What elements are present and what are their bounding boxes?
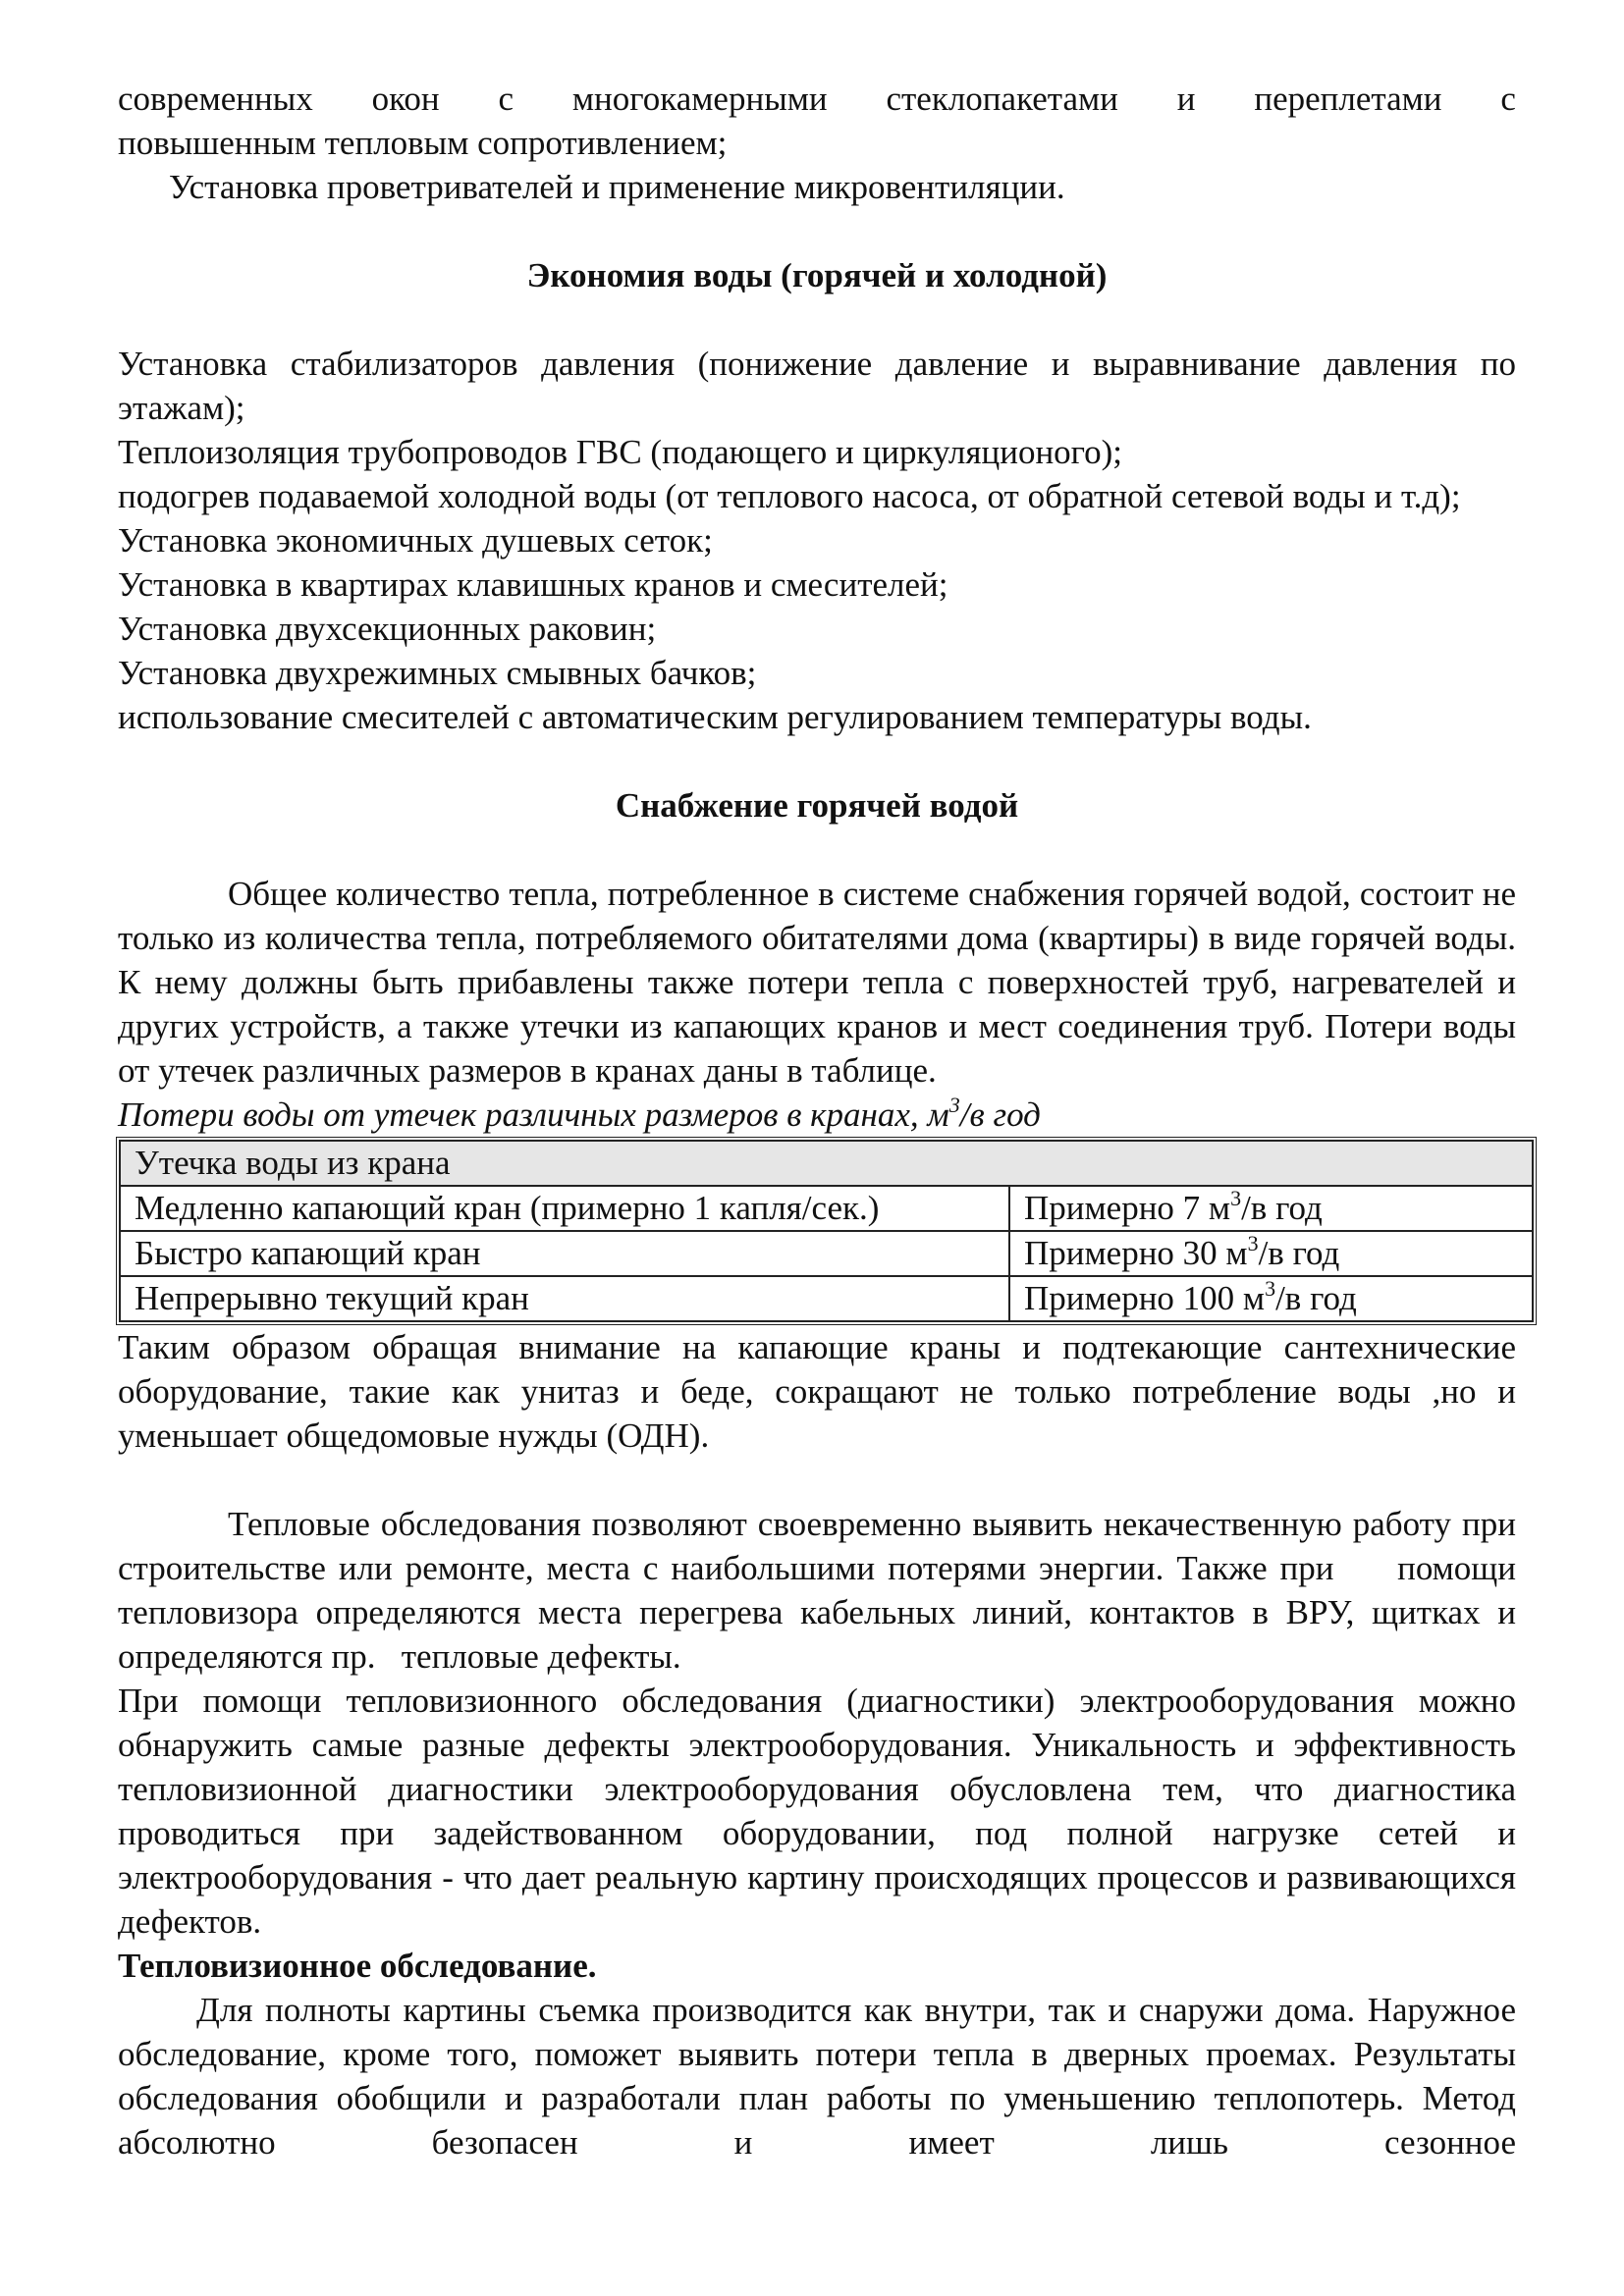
leak-type-cell: Быстро капающий кран: [120, 1231, 1009, 1276]
table-header-cell: Утечка воды из крана: [120, 1141, 1533, 1186]
section-heading-water-saving: Экономия воды (горячей и холодной): [526, 256, 1108, 294]
leak-volume-cell: Примерно 7 $м^3/в$ год: [1009, 1186, 1533, 1231]
leak-type-cell: Медленно капающий кран (примерно 1 капля/сек.): [120, 1186, 1009, 1231]
list-item: Установка стабилизаторов давления (понижение давление и выравнивание давления по этажам);: [118, 345, 1516, 427]
list-item: Установка двухсекционных раковин;: [118, 610, 657, 648]
list-item: Теплоизоляция трубопроводов ГВС (подающего и циркуляционого);: [118, 433, 1123, 471]
intro-paragraph: [118, 77, 1516, 165]
spacer: [118, 209, 1516, 253]
leak-volume-cell: Примерно 30 $м^3/в$ год: [1009, 1231, 1533, 1276]
table-row: [120, 1186, 1533, 1231]
leak-type-cell: Непрерывно текущий кран: [120, 1276, 1009, 1321]
table-row: [120, 1276, 1533, 1321]
table-header-row: [120, 1141, 1533, 1186]
water-leak-table: [116, 1137, 1537, 1325]
list-item: использование смесителей с автоматическим регулированием температуры воды.: [118, 698, 1312, 736]
list-item: Установка в квартирах клавишных кранов и смесителей;: [118, 565, 948, 604]
intro-line-2: повышенным тепловым сопротивлением;: [118, 124, 728, 162]
leak-volume-cell: Примерно 100 $м^3/в$ год: [1009, 1276, 1533, 1321]
list-item: Установка экономичных душевых сеток;: [118, 521, 713, 560]
ventilation-line: Установка проветривателей и применение микровентиляции.: [169, 168, 1065, 206]
list-item: подогрев подаваемой холодной воды (от теплового насоса, от обратной сетевой воды и т.д);: [118, 477, 1461, 515]
spacer: [118, 828, 1516, 872]
spacer: [118, 739, 1516, 783]
spacer: [118, 1458, 1516, 1502]
thermal-diagnostics-paragraph: При помощи тепловизионного обследования (диагностики) электрооборудования можно обнаружить самые разные дефекты электрооборудования. Уникальность и эффективность тепловизионной диагностики электрооборудования обусловлена тем, что диагностика проводиться при задействованном оборудовании, под полной нагрузке сетей и электрооборудования - что дает реальную картину происходящих процессов и развивающихся дефектов.: [118, 1682, 1516, 1941]
hot-water-paragraph: Общее количество тепла, потребленное в системе снабжения горячей водой, состоит не только из количества тепла, потребляемого обитателями дома (квартиры) в виде горячей воды. К нему должны быть прибавлены также потери тепла с поверхностей труб, нагревателей и других устройств, а также утечки из капающих кранов и мест соединения труб. Потери воды от утечек различных размеров в кранах даны в таблице.: [118, 875, 1516, 1090]
thermal-imaging-paragraph: Для полноты картины съемка производится как внутри, так и снаружи дома. Наружное обследование, кроме того, поможет выявить потери тепла в дверных проемах. Результаты обследования обобщили и разработали план работы по уменьшению теплопотерь. Метод абсолютно безопасен и имеет лишь сезонное: [118, 1991, 1516, 2162]
after-table-paragraph: Таким образом обращая внимание на капающие краны и подтекающие сантехнические оборудование, такие как унитаз и беде, сокращают не только потребление воды ,но и уменьшает общедомовые нужды (ОДН).: [118, 1328, 1516, 1455]
section-heading-hot-water: Снабжение горячей водой: [615, 786, 1019, 825]
table-caption: Потери воды от утечек различных размеров в кранах, $м^3/в$ год: [118, 1093, 1041, 1134]
section-heading-thermal-imaging: Тепловизионное обследование.: [118, 1947, 597, 1985]
water-saving-list: [118, 342, 1516, 739]
intro-line-1: современных окон с многокамерными стеклопакетами и переплетами с: [118, 80, 1516, 118]
thermal-survey-paragraph: Тепловые обследования позволяют своевременно выявить некачественную работу при строительстве или ремонте, места с наибольшими потерями энергии. Также при помощи тепловизора определяются места перегрева кабельных линий, контактов в ВРУ, щитках и определяются пр. тепловые дефекты.: [118, 1505, 1559, 1676]
table-row: [120, 1231, 1533, 1276]
list-item: Установка двухрежимных смывных бачков;: [118, 654, 757, 692]
spacer: [118, 297, 1516, 342]
document-page: [118, 77, 1559, 2164]
